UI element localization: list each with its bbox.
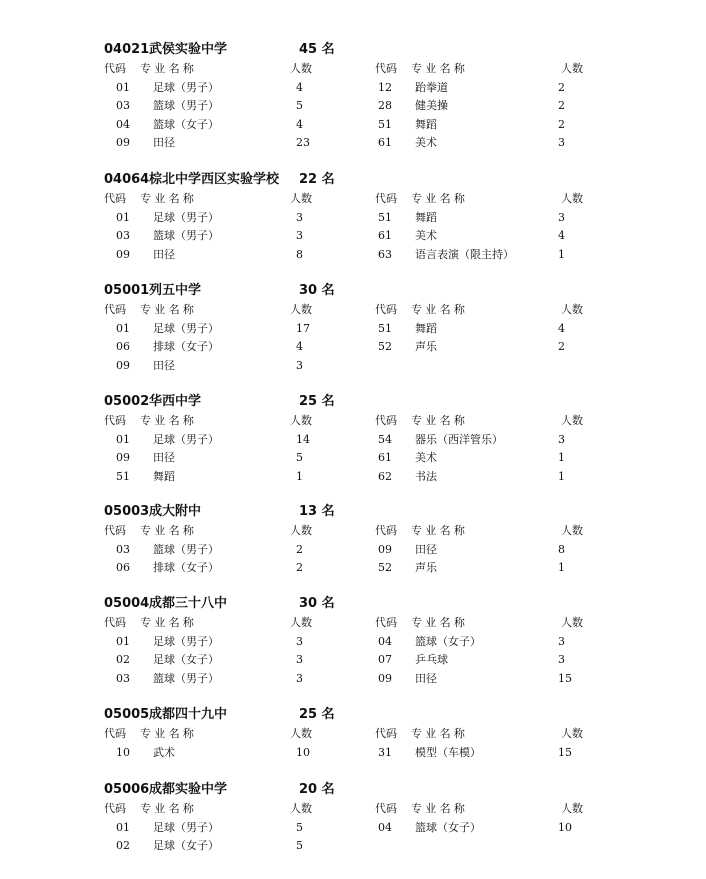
program-name: 足球（男子） [153, 820, 219, 834]
table-row [0, 633, 706, 652]
program-name: 足球（男子） [153, 321, 219, 335]
header-name: 专业名称 [140, 524, 198, 537]
program-code: 09 [116, 136, 130, 149]
header-count: 人数 [290, 192, 312, 205]
header-count: 人数 [290, 303, 312, 316]
program-code: 07 [378, 653, 392, 666]
school-code: 05001 [104, 283, 150, 298]
school-header [0, 780, 706, 800]
school-header [0, 40, 706, 60]
program-count: 17 [296, 321, 310, 335]
program-count: 3 [558, 432, 565, 446]
header-code: 代码 [104, 616, 126, 629]
program-count: 4 [296, 80, 303, 94]
header-name: 专业名称 [411, 192, 469, 205]
school-name: 武侯实验中学 [149, 42, 228, 57]
program-code: 02 [116, 839, 130, 852]
program-count: 23 [296, 136, 310, 149]
header-count: 人数 [561, 303, 583, 316]
school-quota: 20 名 [299, 782, 335, 797]
program-name: 篮球（男子） [153, 229, 219, 242]
program-count: 3 [296, 671, 303, 685]
program-count: 3 [296, 653, 303, 666]
header-code: 代码 [375, 524, 397, 537]
program-name: 篮球（女子） [415, 820, 481, 834]
program-count: 10 [558, 820, 572, 834]
program-code: 61 [378, 136, 392, 149]
header-name: 专业名称 [411, 303, 469, 316]
program-code: 31 [378, 745, 392, 759]
program-code: 01 [116, 210, 130, 224]
program-code: 62 [378, 469, 392, 483]
program-name: 篮球（男子） [153, 99, 219, 112]
table-row [0, 97, 706, 116]
program-code: 09 [116, 451, 130, 464]
header-code: 代码 [104, 727, 126, 740]
program-code: 01 [116, 634, 130, 648]
program-code: 09 [116, 358, 130, 372]
program-code: 63 [378, 247, 392, 261]
program-count: 2 [558, 117, 565, 131]
program-count: 2 [296, 561, 303, 574]
column-header-row [0, 190, 706, 209]
table-row [0, 79, 706, 98]
program-name: 舞蹈 [415, 210, 437, 224]
column-header-row [0, 800, 706, 819]
program-name: 书法 [415, 469, 437, 483]
program-count: 1 [296, 469, 303, 483]
program-code: 01 [116, 321, 130, 335]
program-name: 声乐 [415, 340, 437, 353]
school-code: 05004 [104, 596, 150, 611]
school-quota: 22 名 [299, 172, 335, 187]
school-name: 成都三十八中 [149, 596, 228, 611]
header-count: 人数 [561, 802, 583, 815]
school-quota: 45 名 [299, 42, 335, 57]
table-row [0, 246, 706, 265]
program-code: 06 [116, 340, 130, 353]
program-count: 2 [558, 99, 565, 112]
header-count: 人数 [561, 414, 583, 427]
school-name: 列五中学 [149, 283, 202, 298]
school-name: 棕北中学西区实验学校 [149, 172, 280, 187]
program-name: 足球（女子） [153, 839, 219, 852]
header-code: 代码 [104, 192, 126, 205]
program-name: 排球（女子） [153, 561, 219, 574]
school-quota: 30 名 [299, 283, 335, 298]
program-name: 田径 [153, 358, 175, 372]
header-count: 人数 [561, 524, 583, 537]
program-count: 3 [296, 210, 303, 224]
program-name: 田径 [153, 136, 175, 149]
header-count: 人数 [561, 62, 583, 75]
header-count: 人数 [290, 802, 312, 815]
program-code: 52 [378, 340, 392, 353]
program-count: 3 [558, 210, 565, 224]
program-code: 28 [378, 99, 392, 112]
program-count: 1 [558, 451, 565, 464]
column-header-row [0, 522, 706, 541]
header-name: 专业名称 [411, 616, 469, 629]
header-code: 代码 [104, 303, 126, 316]
program-name: 声乐 [415, 561, 437, 574]
program-count: 5 [296, 820, 303, 834]
header-code: 代码 [104, 414, 126, 427]
column-header-row [0, 725, 706, 744]
header-code: 代码 [375, 414, 397, 427]
header-name: 专业名称 [140, 62, 198, 75]
header-count: 人数 [290, 62, 312, 75]
header-name: 专业名称 [140, 727, 198, 740]
program-code: 12 [378, 80, 392, 94]
program-count: 2 [296, 542, 303, 556]
school-name: 成都四十九中 [149, 707, 228, 722]
school-code: 05006 [104, 782, 150, 797]
program-code: 04 [378, 634, 392, 648]
header-name: 专业名称 [140, 192, 198, 205]
header-count: 人数 [290, 616, 312, 629]
school-name: 成大附中 [149, 504, 202, 519]
school-code: 04064 [104, 172, 150, 187]
program-name: 篮球（女子） [415, 634, 481, 648]
program-code: 52 [378, 561, 392, 574]
program-code: 54 [378, 432, 392, 446]
program-count: 3 [296, 229, 303, 242]
program-name: 田径 [415, 671, 437, 685]
header-name: 专业名称 [140, 303, 198, 316]
program-count: 3 [296, 358, 303, 372]
program-code: 04 [116, 117, 130, 131]
school-header [0, 705, 706, 725]
program-code: 61 [378, 451, 392, 464]
table-row [0, 819, 706, 838]
header-name: 专业名称 [140, 414, 198, 427]
table-row [0, 651, 706, 670]
column-header-row [0, 614, 706, 633]
program-name: 器乐（西洋管乐） [415, 432, 503, 446]
program-name: 乒乓球 [415, 653, 448, 666]
school-header [0, 170, 706, 190]
program-name: 篮球（男子） [153, 671, 219, 685]
column-header-row [0, 60, 706, 79]
table-row [0, 468, 706, 487]
program-code: 51 [116, 469, 130, 483]
program-code: 04 [378, 820, 392, 834]
program-name: 语言表演（限主持） [415, 247, 514, 261]
program-count: 8 [296, 247, 303, 261]
column-header-row [0, 412, 706, 431]
program-name: 足球（男子） [153, 80, 219, 94]
program-count: 15 [558, 745, 572, 759]
program-name: 田径 [415, 542, 437, 556]
program-code: 61 [378, 229, 392, 242]
school-header [0, 594, 706, 614]
program-code: 09 [378, 671, 392, 685]
header-code: 代码 [375, 62, 397, 75]
program-name: 美术 [415, 136, 437, 149]
header-count: 人数 [561, 192, 583, 205]
program-name: 舞蹈 [415, 321, 437, 335]
program-code: 01 [116, 80, 130, 94]
program-count: 3 [558, 634, 565, 648]
table-row [0, 320, 706, 339]
table-row [0, 670, 706, 689]
table-row [0, 744, 706, 763]
program-name: 美术 [415, 451, 437, 464]
program-name: 跆拳道 [415, 80, 448, 94]
header-name: 专业名称 [411, 727, 469, 740]
program-count: 1 [558, 469, 565, 483]
header-name: 专业名称 [411, 414, 469, 427]
program-count: 15 [558, 671, 572, 685]
header-code: 代码 [104, 802, 126, 815]
table-row [0, 449, 706, 468]
header-name: 专业名称 [411, 524, 469, 537]
program-name: 模型（车模） [415, 745, 481, 759]
header-name: 专业名称 [411, 802, 469, 815]
program-code: 03 [116, 542, 130, 556]
school-code: 05005 [104, 707, 150, 722]
program-code: 51 [378, 210, 392, 224]
header-code: 代码 [375, 616, 397, 629]
header-name: 专业名称 [411, 62, 469, 75]
school-quota: 30 名 [299, 596, 335, 611]
school-code: 05003 [104, 504, 150, 519]
program-code: 02 [116, 653, 130, 666]
program-code: 09 [116, 247, 130, 261]
school-quota: 25 名 [299, 394, 335, 409]
school-quota: 13 名 [299, 504, 335, 519]
header-code: 代码 [375, 192, 397, 205]
program-count: 3 [558, 653, 565, 666]
program-name: 足球（男子） [153, 634, 219, 648]
program-name: 舞蹈 [153, 469, 175, 483]
program-count: 5 [296, 99, 303, 112]
school-header [0, 281, 706, 301]
table-row [0, 559, 706, 578]
header-code: 代码 [375, 727, 397, 740]
table-row [0, 837, 706, 856]
program-name: 篮球（男子） [153, 542, 219, 556]
program-code: 10 [116, 745, 130, 759]
school-code: 05002 [104, 394, 150, 409]
header-name: 专业名称 [140, 616, 198, 629]
program-count: 10 [296, 745, 310, 759]
program-count: 4 [558, 321, 565, 335]
program-count: 1 [558, 247, 565, 261]
program-name: 美术 [415, 229, 437, 242]
header-count: 人数 [290, 727, 312, 740]
program-code: 03 [116, 229, 130, 242]
program-name: 篮球（女子） [153, 117, 219, 131]
header-count: 人数 [290, 524, 312, 537]
program-code: 03 [116, 671, 130, 685]
school-header [0, 392, 706, 412]
program-name: 足球（女子） [153, 653, 219, 666]
school-name: 成都实验中学 [149, 782, 228, 797]
header-count: 人数 [561, 727, 583, 740]
school-name: 华西中学 [149, 394, 202, 409]
program-count: 14 [296, 432, 310, 446]
program-name: 舞蹈 [415, 117, 437, 131]
program-count: 2 [558, 80, 565, 94]
school-code: 04021 [104, 42, 150, 57]
program-code: 06 [116, 561, 130, 574]
program-name: 足球（男子） [153, 432, 219, 446]
program-code: 01 [116, 820, 130, 834]
program-count: 1 [558, 561, 565, 574]
table-row [0, 431, 706, 450]
table-row [0, 134, 706, 153]
school-header [0, 502, 706, 522]
program-count: 4 [296, 117, 303, 131]
program-count: 4 [296, 340, 303, 353]
program-code: 51 [378, 117, 392, 131]
program-count: 8 [558, 542, 565, 556]
program-code: 51 [378, 321, 392, 335]
program-count: 4 [558, 229, 565, 242]
header-code: 代码 [375, 303, 397, 316]
table-row [0, 357, 706, 376]
program-code: 01 [116, 432, 130, 446]
program-name: 足球（男子） [153, 210, 219, 224]
program-code: 03 [116, 99, 130, 112]
program-name: 田径 [153, 451, 175, 464]
header-code: 代码 [104, 62, 126, 75]
header-count: 人数 [290, 414, 312, 427]
header-code: 代码 [104, 524, 126, 537]
school-quota: 25 名 [299, 707, 335, 722]
table-row [0, 227, 706, 246]
program-count: 2 [558, 340, 565, 353]
table-row [0, 116, 706, 135]
program-code: 09 [378, 542, 392, 556]
column-header-row [0, 301, 706, 320]
program-count: 5 [296, 451, 303, 464]
program-name: 田径 [153, 247, 175, 261]
header-code: 代码 [375, 802, 397, 815]
table-row [0, 209, 706, 228]
header-name: 专业名称 [140, 802, 198, 815]
table-row [0, 541, 706, 560]
program-name: 健美操 [415, 99, 448, 112]
program-count: 3 [558, 136, 565, 149]
program-name: 排球（女子） [153, 340, 219, 353]
program-count: 3 [296, 634, 303, 648]
header-count: 人数 [561, 616, 583, 629]
program-name: 武术 [153, 745, 175, 759]
table-row [0, 338, 706, 357]
program-count: 5 [296, 839, 303, 852]
